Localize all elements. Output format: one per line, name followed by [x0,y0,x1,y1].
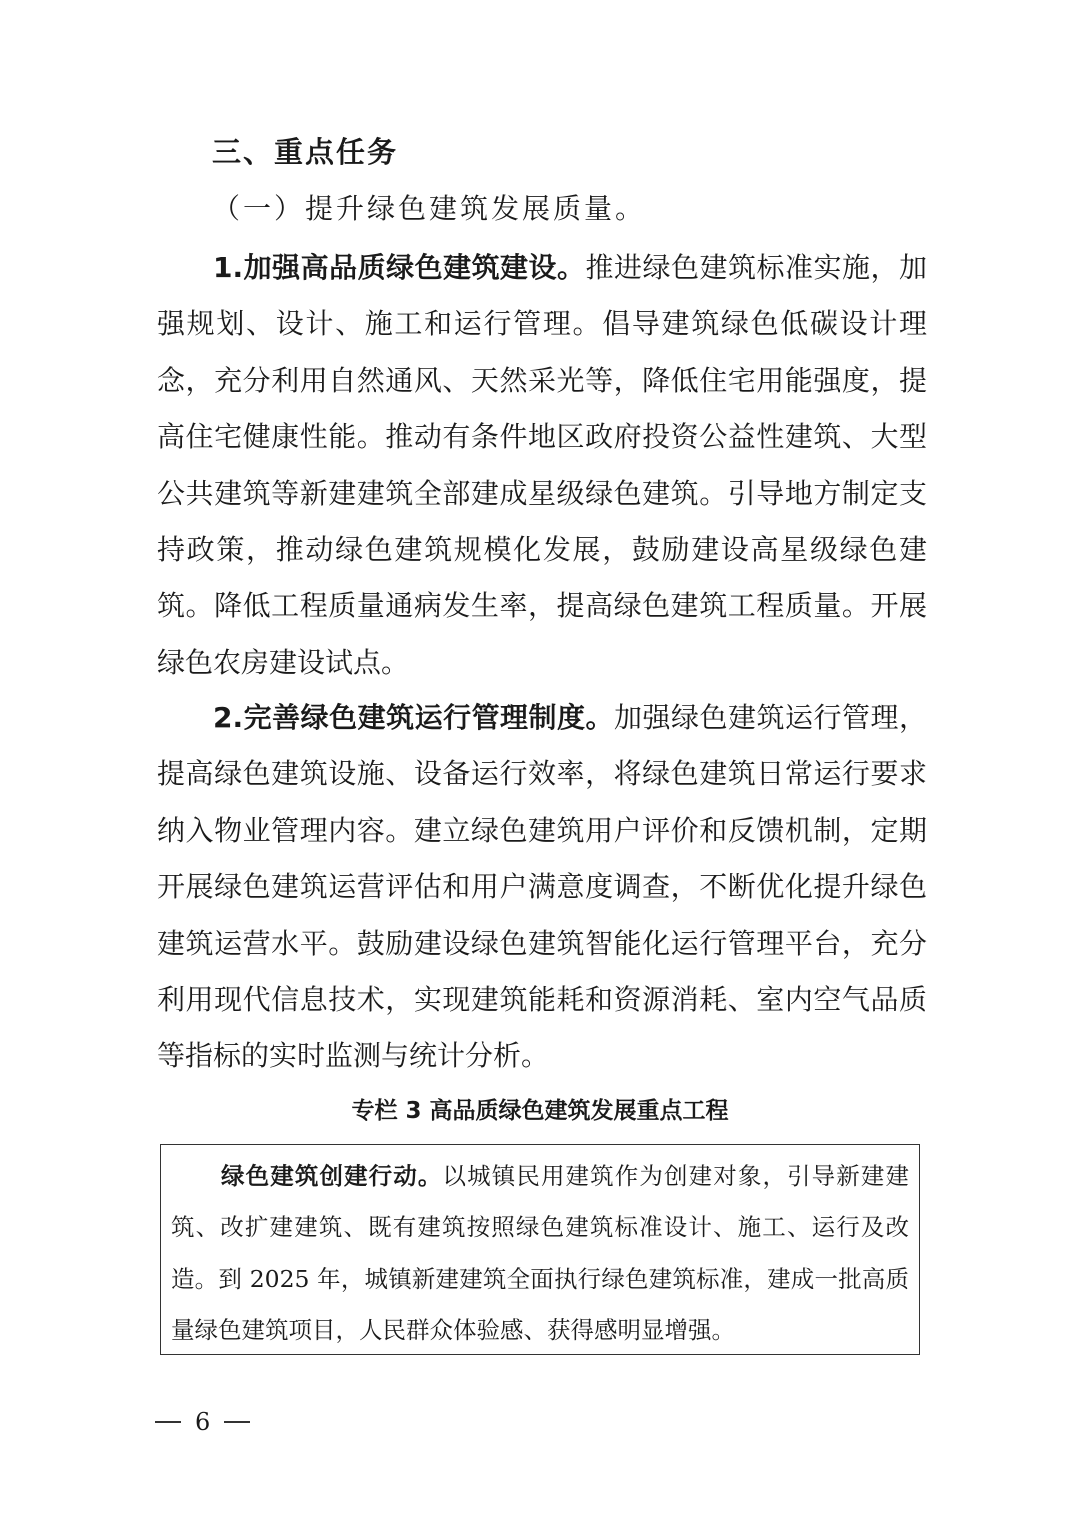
column-box-body: 以城镇民用建筑作为创建对象，引导新建建筑、改扩建建筑、既有建筑按照绿色建筑标准设计、施工、运行及改造。到 2025 年，城镇新建建筑全面执行绿色建筑标准，建成一批高质量绿色建筑项目，人民群众体验感、获得感明显增强。 [171,1162,909,1344]
column-box [160,1144,920,1355]
paragraph-1-body: 推进绿色建筑标准实施，加强规划、设计、施工和运行管理。倡导建筑绿色低碳设计理念，充分利用自然通风、天然采光等，降低住宅用能强度，提高住宅健康性能。推动有条件地区政府投资公益性建筑、大型公共建筑等新建建筑全部建成星级绿色建筑。引导地方制定支持政策，推动绿色建筑规模化发展，鼓励建设高星级绿色建筑。降低工程质量通病发生率，提高绿色建筑工程质量。开展绿色农房建设试点。 [157,251,927,679]
paragraph-2 [157,690,927,1085]
paragraph-1 [157,240,927,691]
subsection-heading: （一）提升绿色建筑发展质量。 [212,192,647,225]
column-box-title: 专栏 3 高品质绿色建筑发展重点工程 [351,1098,729,1124]
section-heading: 三、重点任务 [212,135,399,169]
page-footer [155,1402,250,1442]
footer-dash-right [224,1421,250,1423]
column-box-lead: 绿色建筑创建行动。 [221,1162,443,1190]
page-number: 6 [195,1408,211,1436]
footer-dash-left [155,1421,181,1423]
paragraph-1-lead: 1.加强高品质绿色建筑建设。 [213,251,586,284]
column-box-text [171,1151,909,1356]
paragraph-2-lead: 2.完善绿色建筑运行管理制度。 [213,701,615,734]
paragraph-2-body: 加强绿色建筑运行管理，提高绿色建筑设施、设备运行效率，将绿色建筑日常运行要求纳入物业管理内容。建立绿色建筑用户评价和反馈机制，定期开展绿色建筑运营评估和用户满意度调查，不断优化提升绿色建筑运营水平。鼓励建设绿色建筑智能化运行管理平台，充分利用现代信息技术，实现建筑能耗和资源消耗、室内空气品质等指标的实时监测与统计分析。 [157,701,927,1073]
